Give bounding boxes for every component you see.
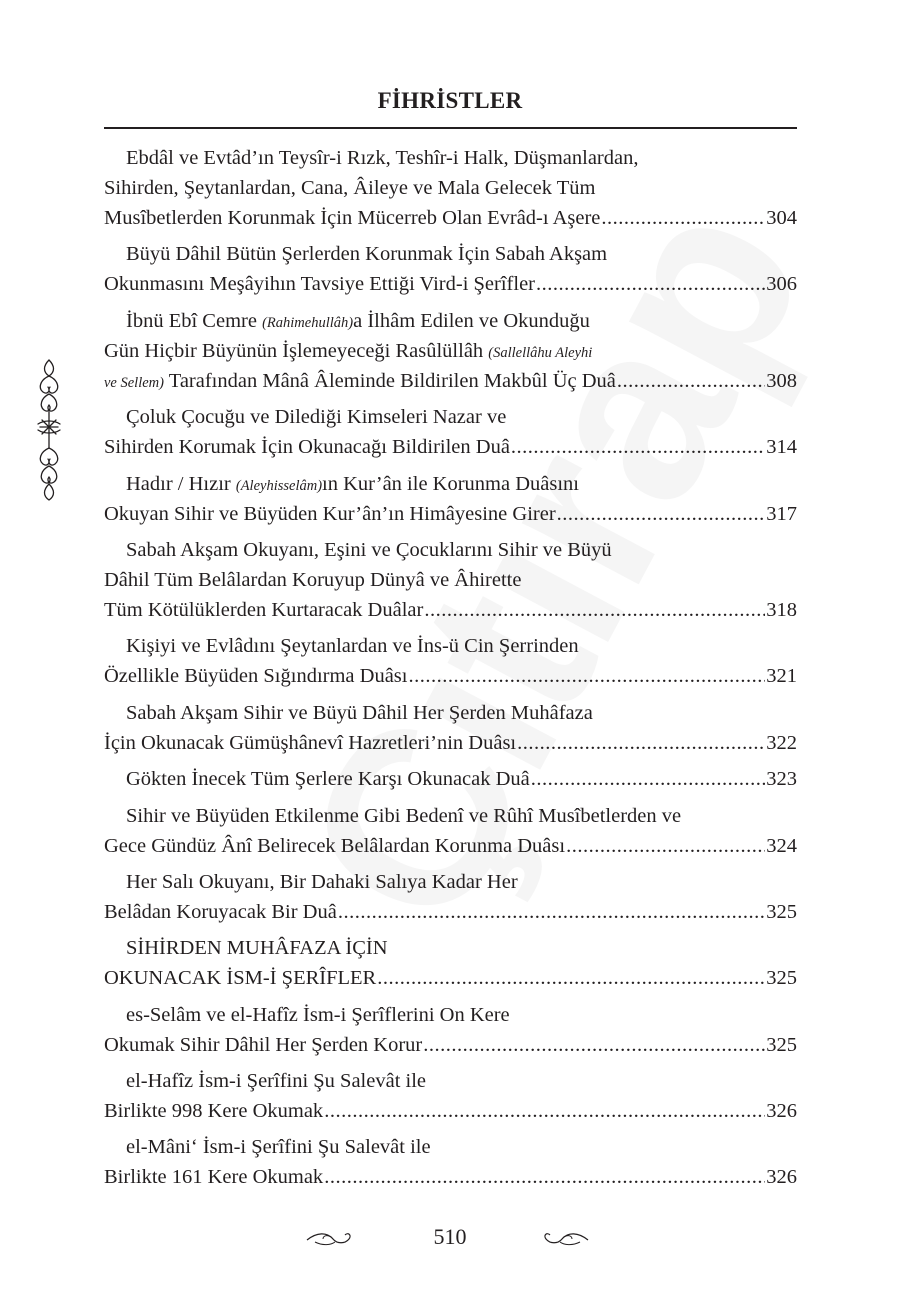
toc-entry-text: Belâdan Koruyacak Bir Duâ	[104, 900, 337, 923]
toc-entry-line	[104, 831, 797, 861]
toc-entry-text: OKUNACAK İSM-İ ŞERÎFLER	[104, 967, 377, 990]
toc-entry-line	[104, 1132, 797, 1162]
toc-entry	[104, 535, 797, 625]
toc-entry-text: Sabah Akşam Sihir ve Büyü Dâhil Her Şerden Muhâfaza	[126, 701, 593, 724]
toc-entry	[104, 469, 797, 529]
toc-entry	[104, 1000, 797, 1060]
toc-entry-text: Tüm Kötülüklerden Kurtaracak Duâlar	[104, 598, 424, 621]
toc-entry-line	[104, 698, 797, 728]
toc-entry-line	[104, 269, 797, 299]
toc-entry-text: Okuyan Sihir ve Büyüden Kur’ân’ın Himâyesine Girer	[104, 502, 556, 525]
toc-entry-text: Dâhil Tüm Belâlardan Koruyup Dünyâ ve Âhirette	[104, 568, 522, 591]
toc-entry-text: Sihirden, Şeytanlardan, Cana, Âileye ve Mala Gelecek Tüm	[104, 177, 596, 199]
toc-page-number: 318	[766, 598, 797, 621]
toc-entry	[104, 239, 797, 299]
toc-page-number: 325	[766, 967, 797, 990]
toc-entry-line	[104, 432, 797, 462]
toc-entry-honorific: ve Sellem)	[104, 374, 164, 391]
toc-entry	[104, 402, 797, 462]
dot-leader	[424, 595, 765, 625]
toc-page-number: 317	[766, 502, 797, 525]
toc-page-number: 324	[766, 834, 797, 857]
dot-leader	[324, 1162, 765, 1192]
toc-entry-honorific: (Sallellâhu Aleyhi	[488, 344, 593, 361]
toc-entry-text: Sihir ve Büyüden Etkilenme Gibi Bedenî ve Rûhî Musîbetlerden ve	[126, 804, 682, 827]
toc-entry	[104, 631, 797, 691]
dot-leader	[511, 432, 765, 462]
toc-entry-line	[104, 963, 797, 993]
toc-entry-text: Birlikte 998 Kere Okumak	[104, 1100, 324, 1123]
toc-entry-text: Gece Gündüz Ânî Belirecek Belâlardan Korunma Duâsı	[104, 834, 566, 857]
dot-leader	[408, 661, 765, 691]
dot-leader	[601, 203, 765, 233]
toc-entry-line	[104, 933, 797, 963]
toc-page-number: 326	[766, 1100, 797, 1123]
toc-entry	[104, 764, 797, 794]
toc-entry-line	[104, 1066, 797, 1096]
toc-entry-text: Tarafından Mânâ Âleminde Bildirilen Makbûl Üç Duâ	[163, 369, 616, 392]
toc-entry-text: Her Salı Okuyanı, Bir Dahaki Salıya Kadar Her	[126, 870, 518, 893]
toc-entry-line	[104, 631, 797, 661]
toc-entry-line	[104, 402, 797, 432]
toc-entry-text: Ebdâl ve Evtâd’ın Teysîr-i Rızk, Teshîr-i Halk, Düşmanlardan,	[126, 147, 639, 169]
toc-entry-text: a İlhâm Edilen ve Okunduğu	[353, 309, 590, 332]
floral-vine-ornament-icon	[34, 358, 64, 502]
table-of-contents	[104, 143, 797, 1192]
toc-entry-text: Gökten İnecek Tüm Şerlere Karşı Okunacak Duâ	[126, 768, 530, 791]
toc-entry-line	[104, 239, 797, 269]
toc-entry-text: Büyü Dâhil Bütün Şerlerden Korunmak İçin Sabah Akşam	[126, 243, 608, 266]
toc-entry-text: Çoluk Çocuğu ve Dilediği Kimseleri Nazar ve	[126, 406, 507, 429]
toc-entry-text: İbnü Ebî Cemre	[126, 309, 263, 332]
page-number: 510	[433, 1224, 467, 1249]
toc-entry	[104, 306, 797, 396]
toc-entry-text: el-Hafîz İsm-i Şerîfini Şu Salevât ile	[126, 1070, 427, 1093]
header-rule	[104, 127, 797, 129]
dot-leader	[423, 1030, 765, 1060]
toc-entry	[104, 1066, 797, 1126]
toc-entry-honorific: (Rahimehullâh)	[262, 314, 354, 331]
page-footer	[0, 1222, 900, 1256]
toc-entry-line	[104, 1030, 797, 1060]
toc-entry-line	[104, 535, 797, 565]
toc-entry	[104, 933, 797, 993]
toc-entry-line	[104, 203, 797, 233]
toc-entry-line	[104, 306, 797, 336]
toc-page-number: 321	[766, 665, 797, 688]
toc-entry-line	[104, 1096, 797, 1126]
swirl-flourish-icon	[540, 1230, 590, 1248]
toc-entry-text: Hadır / Hızır	[126, 472, 236, 495]
toc-entry-line	[104, 499, 797, 529]
dot-leader	[531, 764, 765, 794]
toc-entry-line	[104, 764, 797, 794]
toc-entry-line	[104, 728, 797, 758]
dot-leader	[377, 963, 765, 993]
toc-entry-text: İçin Okunacak Gümüşhânevî Hazretleri’nin Duâsı	[104, 731, 517, 754]
toc-entry	[104, 801, 797, 861]
page-title: FİHRİSTLER	[377, 88, 523, 113]
toc-entry-text: el-Mâni‘ İsm-i Şerîfini Şu Salevât ile	[126, 1136, 431, 1159]
toc-entry-text: Gün Hiçbir Büyünün İşlemeyeceği Rasûlüllâh	[104, 339, 489, 362]
toc-entry-line	[104, 661, 797, 691]
toc-entry-text: Sabah Akşam Okuyanı, Eşini ve Çocuklarını Sihir ve Büyü	[126, 538, 612, 561]
toc-entry-line	[104, 143, 797, 173]
dot-leader	[517, 728, 765, 758]
toc-entry-honorific: (Aleyhisselâm)	[235, 477, 323, 494]
dot-leader	[557, 499, 766, 529]
toc-entry	[104, 867, 797, 927]
toc-entry-text: Kişiyi ve Evlâdını Şeytanlardan ve İns-ü Cin Şerrinden	[126, 635, 579, 658]
toc-page-number: 323	[766, 768, 797, 791]
dot-leader	[566, 831, 765, 861]
dot-leader	[324, 1096, 765, 1126]
toc-entry-text: Okumak Sihir Dâhil Her Şerden Korur	[104, 1033, 423, 1056]
toc-entry-text: Okunmasını Meşâyihın Tavsiye Ettiği Vird-i Şerîfler	[104, 273, 536, 296]
toc-entry	[104, 1132, 797, 1192]
toc-page-number: 325	[766, 900, 797, 923]
toc-entry-text: Birlikte 161 Kere Okumak	[104, 1166, 324, 1189]
toc-entry-line	[104, 366, 797, 396]
dot-leader	[617, 366, 765, 396]
toc-entry-line	[104, 801, 797, 831]
toc-entry-line	[104, 1000, 797, 1030]
toc-entry-line	[104, 469, 797, 499]
toc-entry-line	[104, 565, 797, 595]
toc-entry-line	[104, 867, 797, 897]
toc-page-number: 306	[766, 273, 797, 296]
toc-page-number: 304	[766, 207, 797, 229]
toc-entry	[104, 143, 797, 233]
toc-entry-text: es-Selâm ve el-Hafîz İsm-i Şerîflerini On Kere	[126, 1003, 510, 1026]
toc-page-number: 314	[766, 436, 797, 459]
toc-page-number: 325	[766, 1033, 797, 1056]
toc-entry-text: Musîbetlerden Korunmak İçin Mücerreb Olan Evrâd-ı Aşere	[104, 207, 601, 229]
toc-entry-line	[104, 897, 797, 927]
toc-entry-line	[104, 336, 797, 366]
toc-entry-text: Sihirden Korumak İçin Okunacağı Bildirilen Duâ	[104, 436, 510, 459]
dot-leader	[536, 269, 765, 299]
dot-leader	[338, 897, 765, 927]
toc-entry	[104, 698, 797, 758]
toc-entry-line	[104, 1162, 797, 1192]
toc-entry-line	[104, 595, 797, 625]
toc-page-number: 326	[766, 1166, 797, 1189]
toc-page-number: 322	[766, 731, 797, 754]
toc-entry-text: Özellikle Büyüden Sığındırma Duâsı	[104, 665, 408, 688]
toc-entry-text: SİHİRDEN MUHÂFAZA İÇİN	[126, 937, 388, 960]
toc-entry-line	[104, 173, 797, 203]
toc-entry-text: ın Kur’ân ile Korunma Duâsını	[322, 472, 579, 495]
toc-page-number: 308	[766, 369, 797, 392]
